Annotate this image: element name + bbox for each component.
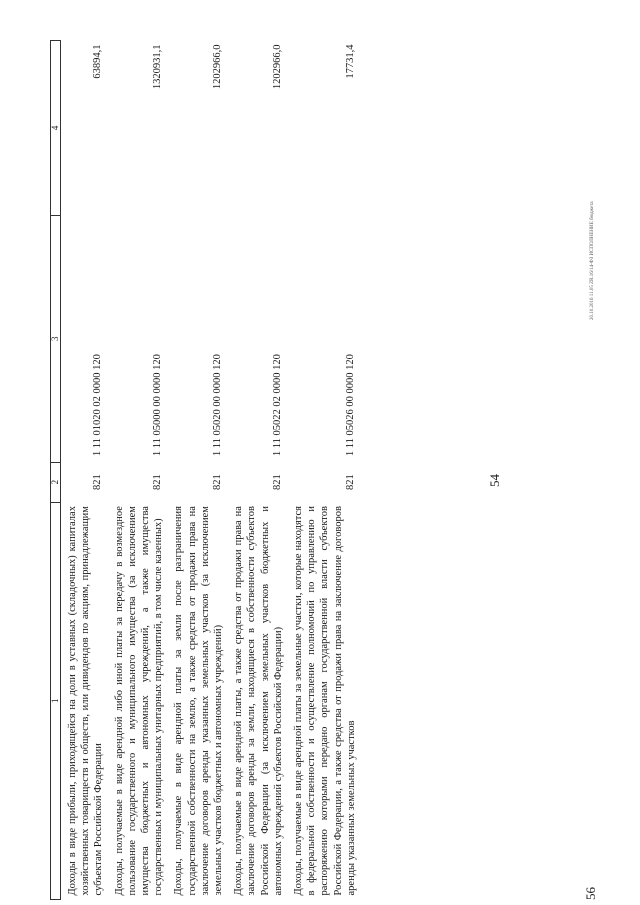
column-header: 3: [51, 215, 61, 462]
budget-classification-code: 1 11 05020 00 0000 120: [212, 354, 224, 457]
page-number: 54: [487, 474, 502, 487]
admin-code: 821: [344, 474, 356, 490]
budget-classification-code: 1 11 05026 00 0000 120: [344, 354, 356, 457]
column-header: 2: [51, 462, 61, 502]
column-header: 4: [51, 41, 61, 216]
table-row: [287, 41, 360, 900]
rotated-page: [50, 40, 598, 900]
admin-code: 821: [152, 474, 164, 490]
amount: 1202966,0: [271, 44, 283, 90]
revenue-table: [50, 40, 360, 900]
table-header-row: [51, 41, 61, 900]
corner-number: 56: [583, 887, 598, 900]
income-description: Доходы, получаемые в виде арендной либо иной платы за передачу в возмездное пользование государственного и муниципального имущества (за исключением имущества бюджетных и автономных учреждений, а также имущества государственных и муниципальных унитарных предприятий, в том числе казенных): [113, 506, 165, 896]
print-stamp: 20.10.2016 11.05 ZR.16/14-ФЗ ИСПОЛНЕНИЕ бюджета: [590, 201, 595, 320]
table-row: [227, 41, 287, 900]
admin-code: 821: [271, 474, 283, 490]
table-row: [108, 41, 168, 900]
amount: 1202966,0: [212, 44, 224, 90]
amount: 17731,4: [344, 44, 356, 79]
income-description: Доходы, получаемые в виде арендной платы за земли после разграничения государственной собственности на землю, а также средства от продажи права на заключение договоров аренды указанных земельных участков (за исключением земельных участков бюджетных и автономных учреждений): [173, 506, 225, 896]
budget-classification-code: 1 11 05022 02 0000 120: [271, 354, 283, 457]
income-description: Доходы, получаемые в виде арендной платы за земельные участки, которые находятся в федеральной собственности и осуществление полномочий по управлению и распоряжению которыми передано органам государственной власти субъектов Российской Федерации, а также средства от продажи права на заключение договоров аренды указанных земельных участков: [293, 506, 357, 896]
income-description: Доходы в виде прибыли, приходящейся на доли в уставных (складочных) капиталах хозяйственных товариществ и обществ, или дивидендов по акциям, принадлежащим субъектам Российской Федерации: [67, 506, 105, 896]
income-description: Доходы, получаемые в виде арендной платы, а также средства от продажи права на заключение договоров аренды за земли, находящиеся в собственности субъектов Российской Федерации (за исключением земельных участков бюджетных и автономных учреждений субъектов Российской Федерации): [233, 506, 284, 896]
admin-code: 821: [92, 474, 104, 490]
budget-classification-code: 1 11 01020 02 0000 120: [92, 354, 104, 457]
column-header: 1: [51, 502, 61, 899]
amount: 63894,1: [92, 44, 104, 79]
amount: 1320931,1: [152, 44, 164, 90]
table-row: [61, 41, 108, 900]
budget-classification-code: 1 11 05000 00 0000 120: [152, 354, 164, 457]
admin-code: 821: [212, 474, 224, 490]
table-row: [167, 41, 227, 900]
